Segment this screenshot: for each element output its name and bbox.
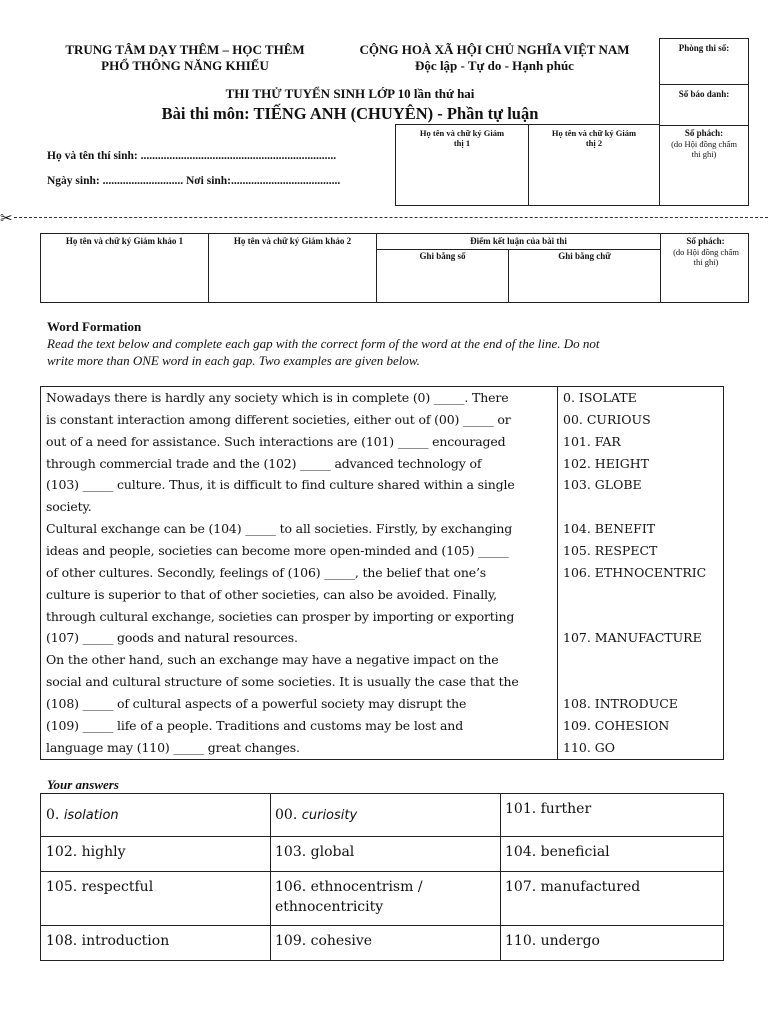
center-name-line2: PHỔ THÔNG NĂNG KHIẾU: [101, 58, 269, 73]
code-note-top: (do Hội đồng chấm thi ghi): [671, 139, 737, 159]
passage-line: through cultural exchange, societies can prosper by importing or exporting: [46, 608, 515, 624]
grading-table: [40, 233, 749, 303]
answer-cell[interactable]: [270, 836, 500, 871]
word-bank-item: 00. CURIOUS: [563, 411, 651, 427]
word-bank-item: 109. COHESION: [563, 717, 670, 733]
passage-line: society.: [46, 499, 92, 515]
code-label-top: Số phách:: [684, 128, 724, 138]
examiner1-label: Họ tên và chữ ký Giám khảo 1: [65, 236, 184, 246]
passage-line: (103) _____ culture. Thus, it is difficult to find culture shared within a single: [46, 477, 515, 493]
code-note-bottom: (do Hội đồng chấm thi ghi): [673, 247, 739, 267]
answer-cell[interactable]: [41, 925, 270, 961]
instruction-line2: write more than ONE word in each gap. Two examples are given below.: [47, 353, 420, 368]
score-number-label: Ghi bằng số: [419, 251, 466, 261]
answer-text: isolation: [63, 808, 119, 823]
center-name: [40, 42, 330, 74]
passage-line: On the other hand, such an exchange may have a negative impact on the: [46, 652, 499, 668]
answer-text: highly: [81, 844, 126, 860]
passage-line: language may (110) _____ great changes.: [46, 739, 300, 755]
answer-cell[interactable]: [500, 794, 724, 836]
answer-number: 109.: [275, 933, 307, 949]
answer-number: 00.: [275, 807, 298, 823]
proctor-box: [395, 124, 660, 206]
passage-line: (107) _____ goods and natural resources.: [46, 630, 298, 646]
national-motto: [342, 42, 647, 74]
answer-number: 0.: [46, 807, 60, 823]
answer-text: undergo: [540, 933, 600, 949]
passage-line: Cultural exchange can be (104) _____ to all societies. Firstly, by exchanging: [46, 521, 513, 537]
answer-number: 101.: [505, 801, 537, 817]
word-bank-item: 0. ISOLATE: [563, 390, 637, 405]
score-word-label: Ghi bằng chữ: [558, 251, 611, 261]
instruction-line1: Read the text below and complete each gap with the correct form of the word at the end of the line. Do not: [47, 336, 600, 351]
word-bank-item: 104. BENEFIT: [563, 521, 656, 537]
cut-line: [14, 217, 768, 218]
center-name-line1: TRUNG TÂM DẠY THÊM – HỌC THÊM: [65, 42, 305, 57]
answer-text: respectful: [81, 879, 154, 895]
answer-text: manufactured: [540, 879, 641, 895]
passage-line: (108) _____ of cultural aspects of a powerful society may disrupt the: [46, 695, 467, 711]
answer-cell[interactable]: [41, 871, 270, 925]
answer-number: 107.: [505, 879, 537, 895]
result-label: Điểm kết luận của bài thi: [470, 236, 567, 246]
answer-text: ethnocentrism / ethnocentricity: [275, 879, 423, 915]
passage-line: is constant interaction among different societies, either out of (00) _____ or: [46, 411, 511, 427]
passage-line: through commercial trade and the (102) _____ advanced technology of: [46, 455, 482, 471]
passage-table: [40, 386, 724, 760]
answer-number: 108.: [46, 933, 78, 949]
answer-number: 110.: [505, 933, 537, 949]
answer-number: 105.: [46, 879, 78, 895]
word-bank-item: 107. MANUFACTURE: [563, 630, 702, 646]
word-bank-item: 101. FAR: [563, 433, 621, 449]
word-bank-item: 110. GO: [563, 739, 616, 755]
word-bank-item: 102. HEIGHT: [563, 455, 649, 471]
birth-field[interactable]: Ngày sinh: ............................ Nơi sinh:......................................: [47, 175, 341, 187]
passage-line: social and cultural structure of some societies. It is usually the case that the: [46, 674, 519, 690]
answer-text: beneficial: [540, 844, 610, 860]
answer-text: cohesive: [310, 933, 373, 949]
answer-text: global: [310, 844, 355, 860]
exam-title: THI THỬ TUYỂN SINH LỚP 10 lần thứ hai: [225, 86, 475, 101]
answers-title: Your answers: [47, 777, 119, 792]
nation-name: CỘNG HOÀ XÃ HỘI CHỦ NGHĨA VIỆT NAM: [359, 42, 630, 57]
answer-cell[interactable]: [500, 925, 724, 961]
answer-text: introduction: [81, 933, 170, 949]
answers-table: [40, 793, 724, 961]
passage-line: Nowadays there is hardly any society which is in complete (0) _____. There: [46, 390, 509, 405]
answer-number: 102.: [46, 844, 78, 860]
answer-cell[interactable]: [270, 925, 500, 961]
answer-number: 103.: [275, 844, 307, 860]
passage-line: of other cultures. Secondly, feelings of (106) _____, the belief that one’s: [46, 564, 487, 580]
word-bank-item: 103. GLOBE: [563, 477, 642, 493]
passage-line: out of a need for assistance. Such interactions are (101) _____ encouraged: [46, 433, 506, 449]
passage-line: (109) _____ life of a people. Traditions and customs may be lost and: [46, 717, 464, 733]
room-candidate-box: [659, 38, 749, 206]
answer-cell[interactable]: [41, 794, 270, 836]
proctor1-label: Họ tên và chữ ký Giám thị 1: [419, 128, 505, 148]
section-title: Word Formation: [47, 319, 142, 334]
answer-number: 106.: [275, 879, 307, 895]
answer-text: further: [540, 801, 592, 817]
answer-cell[interactable]: [500, 871, 724, 925]
word-bank-item: 106. ETHNOCENTRIC: [563, 564, 707, 580]
answer-cell[interactable]: [270, 794, 500, 836]
word-bank-item: 108. INTRODUCE: [563, 695, 678, 711]
answer-cell[interactable]: [500, 836, 724, 871]
passage-line: culture is superior to that of other societies, can also be avoided. Finally,: [46, 586, 497, 602]
answer-cell[interactable]: [270, 871, 500, 925]
candidate-number-label: Số báo danh:: [678, 89, 730, 99]
word-bank-item: 105. RESPECT: [563, 542, 658, 558]
candidate-name-field[interactable]: Họ và tên thí sinh: ....................................................................: [47, 150, 337, 162]
code-label-bottom: Số phách:: [686, 236, 725, 246]
answer-text: curiosity: [301, 808, 358, 823]
room-label: Phòng thi số:: [678, 43, 730, 53]
examiner2-label: Họ tên và chữ ký Giám khảo 2: [233, 236, 352, 246]
proctor2-label: Họ tên và chữ ký Giám thị 2: [551, 128, 637, 148]
answer-number: 104.: [505, 844, 537, 860]
scissors-icon: ✂: [0, 209, 13, 227]
motto: Độc lập - Tự do - Hạnh phúc: [415, 58, 574, 73]
subject-title: Bài thi môn: TIẾNG ANH (CHUYÊN) - Phần tự luận: [161, 104, 539, 123]
answer-cell[interactable]: [41, 836, 270, 871]
passage-line: ideas and people, societies can become more open-minded and (105) _____: [46, 542, 509, 558]
